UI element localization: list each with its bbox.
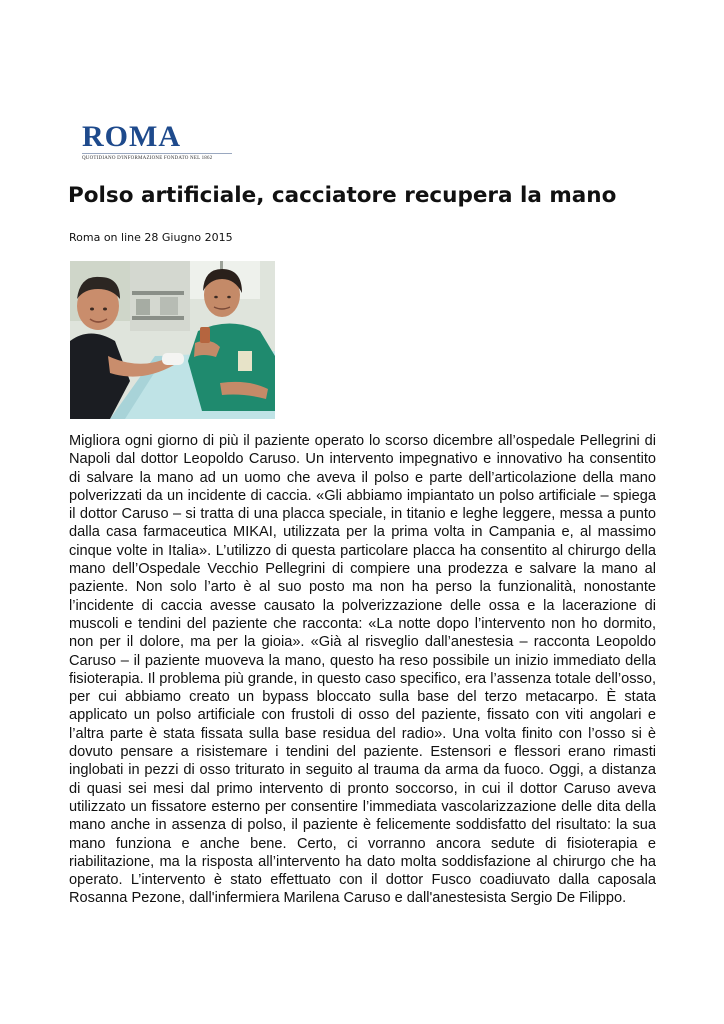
article-body [69, 432, 656, 908]
masthead-logo: ROMA [82, 120, 181, 153]
article-headline: Polso artificiale, cacciatore recupera la mano [68, 183, 617, 208]
article-source-date: Roma on line 28 Giugno 2015 [69, 231, 233, 244]
masthead-tagline: QUOTIDIANO D'INFORMAZIONE FONDATO NEL 1862 [82, 153, 232, 162]
article-paragraph: Migliora ogni giorno di più il paziente operato lo scorso dicembre all’ospedale Pellegrini di Napoli dal dottor Leopoldo Caruso. Un intervento impegnativo e innovativo ha consentito di salvare la mano ad un uomo che aveva il polso e parte dell’articolazione della mano polverizzati da un incidente di caccia. «Gli abbiamo impiantato un polso artificiale – spiega il dottor Caruso – si tratta di una placca speciale, in titanio e leghe leggere, messa a punto dalla casa farmaceutica MIKAI, utilizzata per la prima volta in Campania e, al massimo cinque volte in Italia». L’utilizzo di questa particolare placca ha consentito al chirurgo della mano dell’Ospedale Vecchio Pellegrini di compiere una prodezza e salvare la mano al paziente. Non solo l’arto è al suo posto ma non ha perso la funzionalità, nonostante l’incidente di caccia avesse causato la polverizzazione delle ossa e la lacerazione di muscoli e tendini del paziente che racconta: «La notte dopo l’intervento non ho dormito, non per il dolore, ma per la gioia». «Già al risveglio dall’anestesia – racconta Leopoldo Caruso – il paziente muoveva la mano, questo ha reso possibile un inizio immediato della fisioterapia. Il problema più grande, in questo caso specifico, era l’assenza totale dell’osso, per cui abbiamo creato un bypass bloccato sulla base del terzo metacarpo. È stata applicato un polso artificiale con frustoli di osso del paziente, fissato con viti angolari e l’altra parte è stata fissata sulla base residua del radio». Una volta finito con l’osso si è dovuto pensare a risistemare i tendini del paziente. Estensori e flessori erano rimasti inglobati in pezzi di osso triturato in seguito al trauma da arma da fuoco. Oggi, a distanza di quasi sei mesi dal primo intervento di pronto soccorso, in cui il dottor Caruso aveva utilizzato un fissatore esterno per consentire l’immediata vascolarizzazione delle dita della mano anche in assenza di polso, il paziente è felicemente soddisfatto del risultato: la sua mano funziona e anche bene. Certo, ci vorranno ancora sedute di fisioterapia e riabilitazione, ma la risposta all’intervento ha dato molta soddisfazione al chirurgo che ha operato. L’intervento è stato effettuato con il dottor Fusco coadiuvato dalla caposala Rosanna Pezone, dall'infermiera Marilena Caruso e dall'anestesista Sergio De Filippo. [69, 433, 656, 907]
article-photo [70, 261, 275, 419]
newspaper-masthead [82, 122, 232, 162]
photo-illustration [70, 261, 275, 419]
